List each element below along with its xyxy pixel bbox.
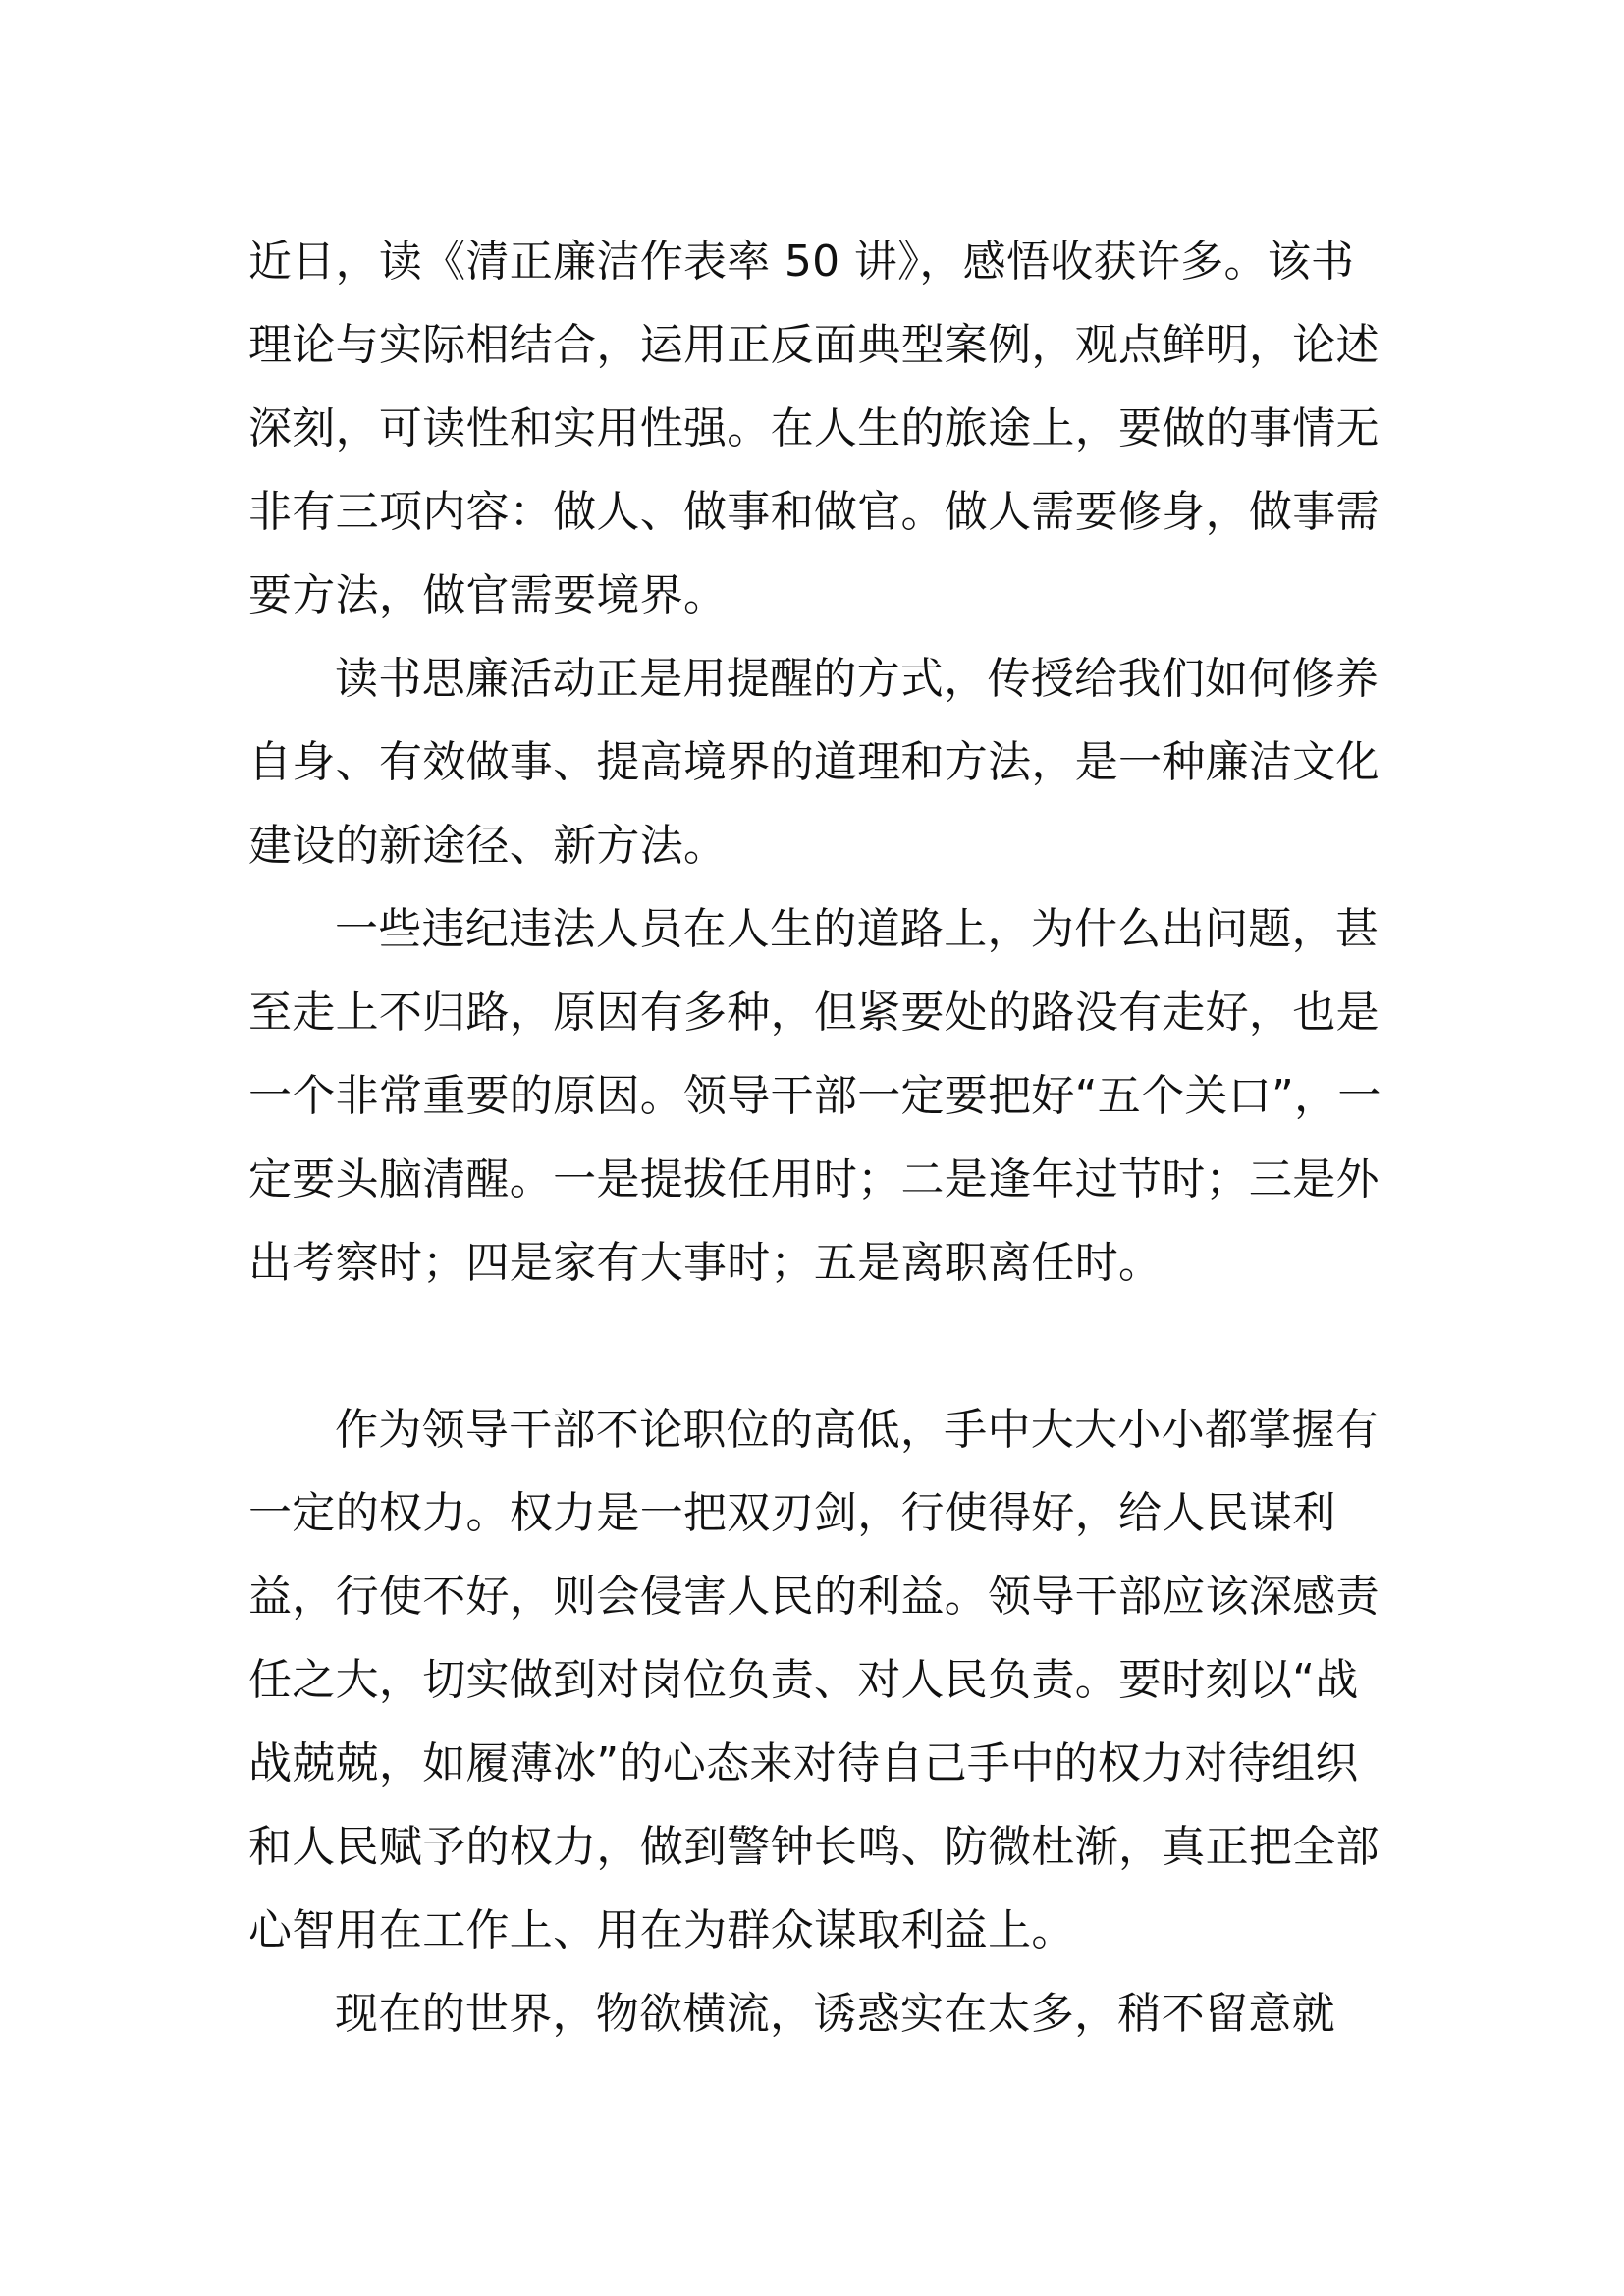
paragraph-spacer (248, 1305, 1387, 1388)
paragraph-temptation: 现在的世界，物欲横流，诱惑实在太多，稍不留意就 (335, 1989, 1335, 2039)
document-body (248, 220, 1387, 2056)
paragraph-reading-activity: 读书思廉活动正是用提醒的方式，传授给我们如何修养自身、有效做事、提高境界的道理和方法，是一种廉洁文化建设的新途径、新方法。 (248, 654, 1380, 871)
paragraph-power: 作为领导干部不论职位的高低，手中大大小小都掌握有一定的权力。权力是一把双刃剑，行使得好，给人民谋利益，行使不好，则会侵害人民的利益。领导干部应该深感责任之大，切实做到对岗位负责、对人民负责。要时刻以“战战兢兢，如履薄冰”的心态来对待自己手中的权力对待组织和人民赋予的权力，做到警钟长鸣、防微杜渐，真正把全部心智用在工作上、用在为群众谋取利益上。 (248, 1405, 1380, 1955)
paragraph-five-checkpoints: 一些违纪违法人员在人生的道路上，为什么出问题，甚至走上不归路，原因有多种，但紧要处的路没有走好，也是一个非常重要的原因。领导干部一定要把好“五个关口”，一定要头脑清醒。一是提拔任用时；二是逢年过节时；三是外出考察时；四是家有大事时；五是离职离任时。 (248, 904, 1381, 1288)
paragraph-intro: 近日，读《清正廉洁作表率 50 讲》，感悟收获许多。该书理论与实际相结合，运用正反面典型案例，观点鲜明，论述深刻，可读性和实用性强。在人生的旅途上，要做的事情无非有三项内容：做人、做事和做官。做人需要修身，做事需要方法，做官需要境界。 (248, 237, 1380, 620)
